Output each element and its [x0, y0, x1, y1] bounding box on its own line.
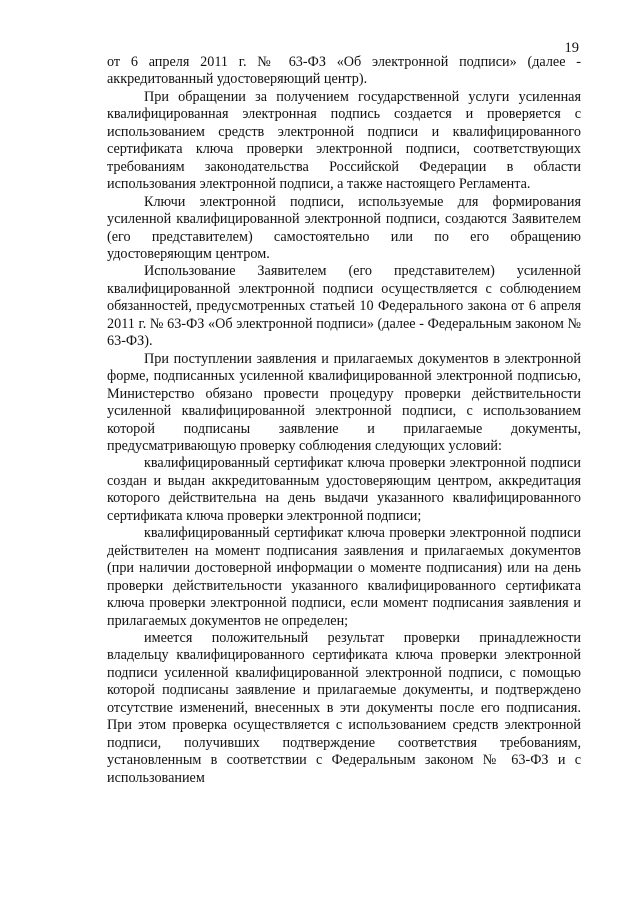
- page-number: 19: [564, 40, 579, 56]
- paragraph-signature-creation: При обращении за получением государственной услуги усиленная квалифицированная электронная подпись создается и проверяется с использованием средств электронной подписи и квалифицированного сертификата ключа проверки электронной подписи, соответствующих требованиям законодательства Российской Федерации в области использования электронной подписи, а также настоящего Регламента.: [107, 88, 581, 193]
- paragraph-signature-keys: Ключи электронной подписи, используемые для формирования усиленной квалифицированной электронной подписи, создаются Заявителем (его представителем) самостоятельно или по его обращению удостоверяющим центром.: [107, 193, 581, 262]
- document-body: [107, 54, 581, 787]
- paragraph-verification-procedure: При поступлении заявления и прилагаемых документов в электронной форме, подписанных усиленной квалифицированной электронной подписью, Министерство обязано провести процедуру проверки действительности усиленной квалифицированной электронной подписи, с использованием которой подписаны заявление и прилагаемые документы, предусматривающую проверку соблюдения следующих условий:: [107, 350, 581, 454]
- paragraph-condition-ownership-check: имеется положительный результат проверки принадлежности владельцу квалифицированного сертификата ключа проверки электронной подписи усиленной квалифицированной электронной подписи, с помощью которой подписаны заявление и прилагаемые документы, и подтверждено отсутствие изменений, внесенных в эти документы после его подписания. При этом проверка осуществляется с использованием средств электронной подписи, получивших подтверждение соответствия требованиям, установленным в соответствии с Федеральным законом № 63-ФЗ и с использованием: [107, 629, 581, 786]
- paragraph-condition-certificate-valid: квалифицированный сертификат ключа проверки электронной подписи действителен на момент подписания заявления и прилагаемых документов (при наличии достоверной информации о моменте подписания) или на день проверки действительности указанного квалифицированного сертификата ключа проверки электронной подписи, если момент подписания заявления и прилагаемых документов не определен;: [107, 525, 581, 629]
- paragraph-condition-certificate-issued: квалифицированный сертификат ключа проверки электронной подписи создан и выдан аккредитованным удостоверяющим центром, аккредитация которого действительна на день выдачи указанного квалифицированного сертификата ключа проверки электронной подписи;: [107, 455, 581, 524]
- paragraph-signature-usage: Использование Заявителем (его представителем) усиленной квалифицированной электронной подписи осуществляется с соблюдением обязанностей, предусмотренных статьей 10 Федерального закона от 6 апреля 2011 г. № 63-ФЗ «Об электронной подписи» (далее - Федеральным законом № 63-ФЗ).: [107, 263, 581, 350]
- paragraph-continuation: от 6 апреля 2011 г. № 63-ФЗ «Об электронной подписи» (далее - аккредитованный удостоверяющий центр).: [107, 54, 581, 88]
